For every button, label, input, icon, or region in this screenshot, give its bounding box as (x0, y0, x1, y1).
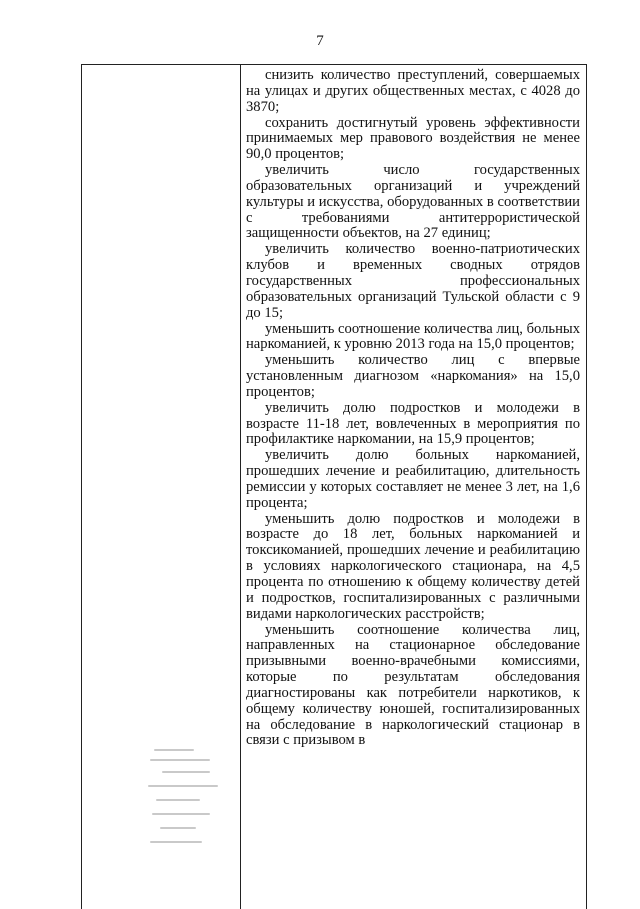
text-paragraph: уменьшить соотношение количества лиц, направленных на стационарное обследование призывными военно-врачебными комиссиями, которые по результатам обследования диагностированы как потребители наркотиков, к общему количеству юношей, госпитализированных на обследование в наркологический стационар в связи с призывом в (246, 621, 580, 749)
page-number: 7 (316, 33, 324, 49)
text-paragraph: увеличить число государственных образовательных организаций и учреждений культуры и искусства, оборудованных в соответствии с требованиями антитеррористической защищенности объектов, на 27 единиц; (246, 162, 580, 242)
table-left-column (82, 65, 241, 909)
text-paragraph: уменьшить долю подростков и молодежи в возрасте до 18 лет, больных наркоманией и токсикоманией, прошедших лечение и реабилитацию в условиях наркологического стационара, на 4,5 процента по отношению к общему количеству детей и подростков, госпитализированных с различными видами наркологических расстройств; (246, 510, 580, 622)
text-paragraph: снизить количество преступлений, совершаемых на улицах и других общественных местах, с 4028 до 3870; (246, 67, 580, 115)
scan-smudge (142, 745, 237, 855)
text-paragraph: уменьшить соотношение количества лиц, больных наркоманией, к уровню 2013 года на 15,0 процентов; (246, 320, 580, 353)
document-table (81, 64, 587, 909)
text-paragraph: уменьшить количество лиц с впервые установленным диагнозом «наркомания» на 15,0 процентов; (246, 352, 580, 400)
table-right-column (241, 65, 586, 909)
text-paragraph: увеличить долю подростков и молодежи в возрасте 11-18 лет, вовлеченных в мероприятия по профилактике наркомании, на 15,9 процентов; (246, 399, 580, 448)
text-paragraph: сохранить достигнутый уровень эффективности принимаемых мер правового воздействия не менее 90,0 процентов; (246, 114, 580, 163)
text-paragraph: увеличить долю больных наркоманией, прошедших лечение и реабилитацию, длительность ремиссии у которых составляет не менее 3 лет, на 1,6 процента; (246, 447, 580, 511)
text-paragraph: увеличить количество военно-патриотических клубов и временных сводных отрядов государственных профессиональных образовательных организаций Тульской области с 9 до 15; (246, 241, 580, 321)
